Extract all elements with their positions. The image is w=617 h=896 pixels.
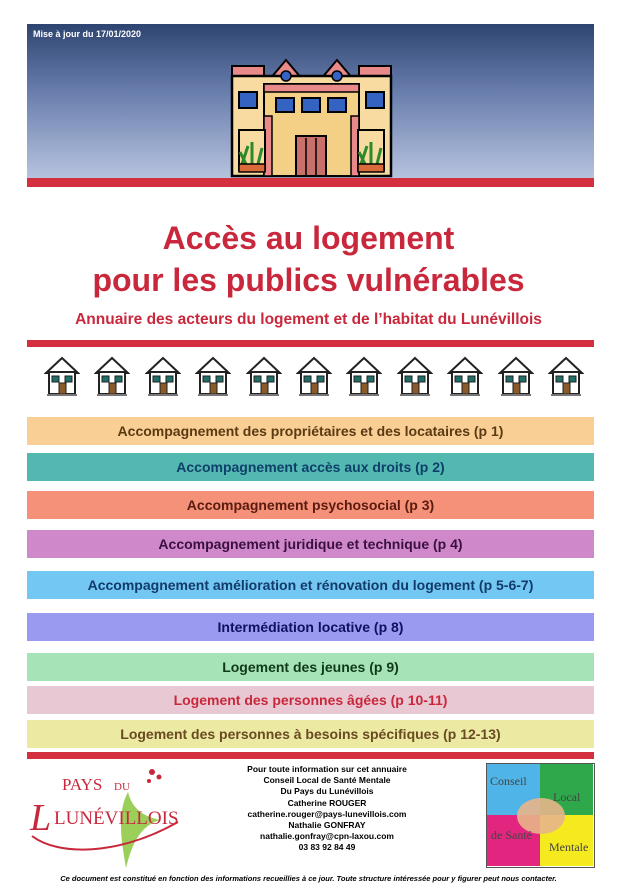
svg-text:LUNÉVILLOIS: LUNÉVILLOIS (54, 808, 179, 829)
contact-email[interactable]: catherine.rouger@pays-lunevillois.com (247, 808, 407, 819)
contact-block (212, 764, 442, 854)
category-band[interactable]: Logement des jeunes (p 9) (27, 653, 594, 681)
svg-text:PAYS: PAYS (62, 775, 103, 794)
pays-du-lunevillois-logo (28, 764, 188, 874)
contact-line: Pour toute information sur cet annuaire (247, 764, 407, 774)
clsm-logo (486, 763, 595, 868)
clsm-word: Local (553, 790, 581, 804)
flower-icon (358, 130, 384, 172)
building-icon (224, 46, 399, 178)
clsm-word: Mentale (549, 840, 589, 854)
banner-stripe (27, 178, 594, 187)
house-icon (44, 355, 80, 399)
category-band[interactable]: Logement des personnes à besoins spécifiques (p 12-13) (27, 720, 594, 748)
house-icon (246, 355, 282, 399)
flower-icon (239, 130, 265, 172)
clsm-word: Conseil (490, 774, 527, 788)
house-icon (346, 355, 382, 399)
category-band[interactable]: Accompagnement amélioration et rénovation du logement (p 5-6-7) (27, 571, 594, 599)
contact-name: Catherine ROUGER (287, 797, 367, 808)
category-band[interactable]: Accompagnement psychosocial (p 3) (27, 491, 594, 519)
category-band[interactable]: Accompagnement juridique et technique (p 4) (27, 530, 594, 558)
clsm-word: de Santé (491, 828, 532, 842)
title-line-1: Accès au logement (162, 220, 455, 256)
contact-name: Nathalie GONFRAY (288, 820, 366, 831)
category-band[interactable]: Intermédiation locative (p 8) (27, 613, 594, 641)
house-icon (447, 355, 483, 399)
svg-text:DU: DU (114, 781, 130, 793)
house-icon (145, 355, 181, 399)
category-band[interactable]: Logement des personnes âgées (p 10-11) (27, 686, 594, 714)
contact-line: Du Pays du Lunévillois (280, 786, 374, 797)
house-icon (195, 355, 231, 399)
update-date: Mise à jour du 17/01/2020 (33, 29, 142, 39)
category-band[interactable]: Accompagnement accès aux droits (p 2) (27, 453, 594, 481)
svg-text:L: L (30, 797, 52, 839)
header-banner (27, 24, 594, 178)
divider-top (27, 340, 594, 347)
category-band[interactable]: Accompagnement des propriétaires et des locataires (p 1) (27, 417, 594, 445)
contact-email[interactable]: nathalie.gonfray@cpn-laxou.com (260, 831, 394, 842)
house-icon (548, 355, 584, 399)
divider-bottom (27, 752, 594, 759)
house-icon (94, 355, 130, 399)
disclaimer: Ce document est constitué en fonction des informations recueillies à ce jour. Toute structure intéressée pour y figurer peut nous contacter. (60, 874, 557, 883)
house-icon (397, 355, 433, 399)
subtitle: Annuaire des acteurs du logement et de l’habitat du Lunévillois (75, 311, 542, 328)
house-icon (296, 355, 332, 399)
house-icon (498, 355, 534, 399)
title-line-2: pour les publics vulnérables (92, 262, 525, 298)
contact-phone: 03 83 92 84 49 (298, 842, 356, 853)
house-icon-row (44, 355, 584, 399)
contact-line: Conseil Local de Santé Mentale (263, 775, 391, 786)
